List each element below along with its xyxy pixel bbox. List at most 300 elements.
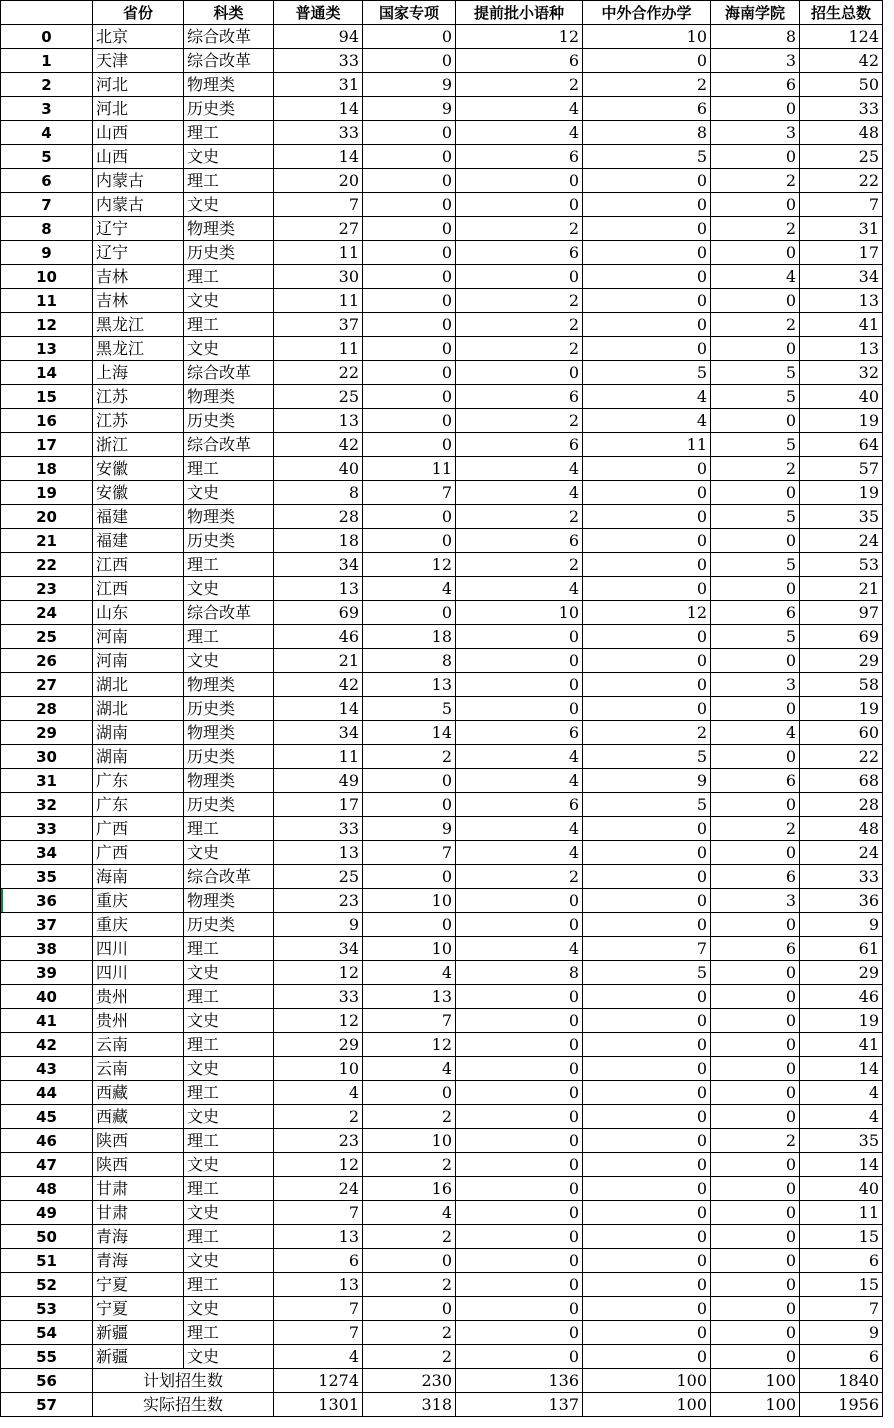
national-special-cell: 230 (363, 1369, 456, 1393)
hainan-college-cell: 4 (711, 265, 800, 289)
joint-program-cell: 4 (583, 409, 711, 433)
early-language-cell: 4 (456, 481, 583, 505)
national-special-cell: 0 (363, 769, 456, 793)
regular-cell: 25 (274, 865, 363, 889)
joint-program-cell: 0 (583, 481, 711, 505)
total-cell: 9 (800, 1321, 883, 1345)
hainan-college-cell: 0 (711, 1081, 800, 1105)
category-cell: 历史类 (184, 409, 274, 433)
total-cell: 4 (800, 1105, 883, 1129)
table-row (1, 1105, 883, 1129)
total-cell: 15 (800, 1273, 883, 1297)
row-index: 41 (1, 1009, 93, 1033)
regular-cell: 14 (274, 145, 363, 169)
province-cell: 贵州 (93, 985, 184, 1009)
regular-cell: 18 (274, 529, 363, 553)
national-special-cell: 4 (363, 961, 456, 985)
national-special-cell: 2 (363, 1225, 456, 1249)
total-cell: 1840 (800, 1369, 883, 1393)
joint-program-cell: 8 (583, 121, 711, 145)
national-special-cell: 0 (363, 169, 456, 193)
row-index: 37 (1, 913, 93, 937)
regular-cell: 42 (274, 673, 363, 697)
row-index: 2 (1, 73, 93, 97)
early-language-cell: 0 (456, 1249, 583, 1273)
category-cell: 理工 (184, 265, 274, 289)
row-index: 16 (1, 409, 93, 433)
table-row (1, 1249, 883, 1273)
row-index: 33 (1, 817, 93, 841)
category-cell: 文史 (184, 1105, 274, 1129)
province-cell: 广东 (93, 769, 184, 793)
early-language-cell: 12 (456, 25, 583, 49)
national-special-cell: 0 (363, 601, 456, 625)
hainan-college-cell: 0 (711, 1057, 800, 1081)
total-cell: 33 (800, 865, 883, 889)
row-index: 54 (1, 1321, 93, 1345)
province-cell: 内蒙古 (93, 193, 184, 217)
national-special-cell: 9 (363, 73, 456, 97)
province-cell: 四川 (93, 937, 184, 961)
regular-cell: 13 (274, 841, 363, 865)
row-index: 30 (1, 745, 93, 769)
hainan-college-cell: 0 (711, 145, 800, 169)
table-row (1, 73, 883, 97)
province-cell: 云南 (93, 1057, 184, 1081)
table-row (1, 985, 883, 1009)
province-cell: 福建 (93, 529, 184, 553)
total-cell: 4 (800, 1081, 883, 1105)
regular-cell: 34 (274, 553, 363, 577)
row-index: 20 (1, 505, 93, 529)
hainan-college-cell: 8 (711, 25, 800, 49)
national-special-cell: 0 (363, 337, 456, 361)
early-language-cell: 10 (456, 601, 583, 625)
total-cell: 48 (800, 121, 883, 145)
total-cell: 14 (800, 1057, 883, 1081)
row-index: 5 (1, 145, 93, 169)
province-cell: 西藏 (93, 1105, 184, 1129)
national-special-cell: 2 (363, 1345, 456, 1369)
row-index: 29 (1, 721, 93, 745)
hainan-college-cell: 0 (711, 649, 800, 673)
early-language-cell: 0 (456, 1129, 583, 1153)
total-cell: 57 (800, 457, 883, 481)
total-cell: 34 (800, 265, 883, 289)
hainan-college-cell: 2 (711, 457, 800, 481)
early-language-cell: 2 (456, 553, 583, 577)
hainan-college-cell: 0 (711, 289, 800, 313)
early-language-cell: 6 (456, 529, 583, 553)
category-cell: 文史 (184, 1153, 274, 1177)
table-row (1, 769, 883, 793)
province-cell: 四川 (93, 961, 184, 985)
regular-cell: 23 (274, 1129, 363, 1153)
row-index: 32 (1, 793, 93, 817)
early-language-cell: 0 (456, 913, 583, 937)
total-cell: 21 (800, 577, 883, 601)
hainan-college-cell: 0 (711, 961, 800, 985)
table-row (1, 217, 883, 241)
hainan-college-cell: 0 (711, 1297, 800, 1321)
early-language-cell: 4 (456, 769, 583, 793)
category-cell: 文史 (184, 145, 274, 169)
row-index: 36 (1, 889, 93, 913)
national-special-cell: 10 (363, 889, 456, 913)
hainan-college-cell: 0 (711, 337, 800, 361)
national-special-cell: 0 (363, 1297, 456, 1321)
province-cell: 江西 (93, 553, 184, 577)
total-cell: 40 (800, 1177, 883, 1201)
summary-label: 计划招生数 (93, 1369, 274, 1393)
total-cell: 124 (800, 25, 883, 49)
national-special-cell: 0 (363, 505, 456, 529)
row-index: 4 (1, 121, 93, 145)
early-language-cell: 6 (456, 241, 583, 265)
joint-program-cell: 0 (583, 817, 711, 841)
province-cell: 江西 (93, 577, 184, 601)
total-cell: 53 (800, 553, 883, 577)
total-cell: 41 (800, 313, 883, 337)
row-index: 14 (1, 361, 93, 385)
national-special-cell: 14 (363, 721, 456, 745)
row-index: 38 (1, 937, 93, 961)
early-language-cell: 0 (456, 1177, 583, 1201)
table-row (1, 1297, 883, 1321)
total-cell: 14 (800, 1153, 883, 1177)
joint-program-cell: 0 (583, 865, 711, 889)
early-language-cell: 2 (456, 865, 583, 889)
row-index: 48 (1, 1177, 93, 1201)
total-cell: 31 (800, 217, 883, 241)
regular-cell: 29 (274, 1033, 363, 1057)
province-cell: 湖北 (93, 673, 184, 697)
early-language-cell: 0 (456, 1321, 583, 1345)
joint-program-cell: 0 (583, 1153, 711, 1177)
total-cell: 22 (800, 745, 883, 769)
hainan-college-cell: 6 (711, 73, 800, 97)
national-special-cell: 0 (363, 409, 456, 433)
total-cell: 68 (800, 769, 883, 793)
category-cell: 物理类 (184, 385, 274, 409)
early-language-cell: 136 (456, 1369, 583, 1393)
category-cell: 理工 (184, 1273, 274, 1297)
table-row (1, 961, 883, 985)
joint-program-cell: 5 (583, 145, 711, 169)
early-language-cell: 0 (456, 625, 583, 649)
national-special-cell: 0 (363, 361, 456, 385)
national-special-cell: 0 (363, 49, 456, 73)
category-cell: 物理类 (184, 673, 274, 697)
hainan-college-cell: 6 (711, 769, 800, 793)
national-special-cell: 0 (363, 241, 456, 265)
province-cell: 上海 (93, 361, 184, 385)
hainan-college-cell: 5 (711, 433, 800, 457)
row-index: 26 (1, 649, 93, 673)
early-language-cell: 0 (456, 1009, 583, 1033)
province-cell: 安徽 (93, 457, 184, 481)
row-index: 24 (1, 601, 93, 625)
row-index: 49 (1, 1201, 93, 1225)
total-cell: 46 (800, 985, 883, 1009)
province-cell: 山西 (93, 121, 184, 145)
total-cell: 28 (800, 793, 883, 817)
province-cell: 甘肃 (93, 1177, 184, 1201)
national-special-header: 国家专项 (363, 1, 456, 25)
joint-program-cell: 0 (583, 1321, 711, 1345)
province-cell: 辽宁 (93, 217, 184, 241)
table-row (1, 121, 883, 145)
early-language-cell: 4 (456, 457, 583, 481)
category-cell: 理工 (184, 1129, 274, 1153)
province-cell: 广东 (93, 793, 184, 817)
joint-program-cell: 0 (583, 649, 711, 673)
hainan-college-cell: 0 (711, 985, 800, 1009)
table-row (1, 289, 883, 313)
national-special-cell: 9 (363, 817, 456, 841)
total-cell: 50 (800, 73, 883, 97)
table-row (1, 601, 883, 625)
national-special-cell: 12 (363, 1033, 456, 1057)
early-language-cell: 0 (456, 169, 583, 193)
category-cell: 文史 (184, 1057, 274, 1081)
category-cell: 物理类 (184, 769, 274, 793)
province-cell: 山西 (93, 145, 184, 169)
table-row (1, 1129, 883, 1153)
table-row (1, 385, 883, 409)
total-cell: 69 (800, 625, 883, 649)
row-index: 35 (1, 865, 93, 889)
row-index: 12 (1, 313, 93, 337)
category-cell: 历史类 (184, 793, 274, 817)
early-language-cell: 6 (456, 433, 583, 457)
category-cell: 理工 (184, 457, 274, 481)
early-language-cell: 2 (456, 409, 583, 433)
hainan-college-cell: 0 (711, 97, 800, 121)
early-language-cell: 2 (456, 73, 583, 97)
early-language-cell: 4 (456, 817, 583, 841)
table-row (1, 817, 883, 841)
row-index: 57 (1, 1393, 93, 1417)
table-row (1, 1273, 883, 1297)
hainan-college-cell: 0 (711, 1153, 800, 1177)
early-language-cell: 4 (456, 121, 583, 145)
province-cell: 湖北 (93, 697, 184, 721)
national-special-cell: 0 (363, 385, 456, 409)
table-row (1, 313, 883, 337)
joint-program-cell: 5 (583, 961, 711, 985)
row-index: 55 (1, 1345, 93, 1369)
hainan-college-cell: 2 (711, 217, 800, 241)
hainan-college-cell: 0 (711, 913, 800, 937)
national-special-cell: 318 (363, 1393, 456, 1417)
regular-cell: 37 (274, 313, 363, 337)
category-cell: 理工 (184, 1033, 274, 1057)
total-cell: 97 (800, 601, 883, 625)
regular-cell: 12 (274, 1009, 363, 1033)
summary-label: 实际招生数 (93, 1393, 274, 1417)
joint-program-cell: 9 (583, 769, 711, 793)
category-cell: 物理类 (184, 505, 274, 529)
joint-program-cell: 100 (583, 1369, 711, 1393)
hainan-college-header: 海南学院 (711, 1, 800, 25)
row-index: 51 (1, 1249, 93, 1273)
early-language-cell: 6 (456, 793, 583, 817)
regular-cell: 33 (274, 817, 363, 841)
table-row (1, 865, 883, 889)
hainan-college-cell: 4 (711, 721, 800, 745)
row-index: 0 (1, 25, 93, 49)
table-row (1, 169, 883, 193)
early-language-cell: 0 (456, 1345, 583, 1369)
regular-cell: 34 (274, 721, 363, 745)
total-cell: 19 (800, 481, 883, 505)
joint-program-cell: 0 (583, 529, 711, 553)
category-cell: 综合改革 (184, 25, 274, 49)
table-row (1, 721, 883, 745)
regular-cell: 14 (274, 97, 363, 121)
row-index: 34 (1, 841, 93, 865)
national-special-cell: 13 (363, 985, 456, 1009)
joint-program-cell: 0 (583, 1057, 711, 1081)
regular-cell: 17 (274, 793, 363, 817)
regular-cell: 7 (274, 1321, 363, 1345)
province-cell: 贵州 (93, 1009, 184, 1033)
regular-cell: 6 (274, 1249, 363, 1273)
row-index: 40 (1, 985, 93, 1009)
row-index: 22 (1, 553, 93, 577)
regular-cell: 22 (274, 361, 363, 385)
early-language-cell: 0 (456, 1057, 583, 1081)
category-cell: 理工 (184, 1177, 274, 1201)
row-index: 44 (1, 1081, 93, 1105)
regular-cell: 49 (274, 769, 363, 793)
joint-program-cell: 0 (583, 697, 711, 721)
hainan-college-cell: 0 (711, 1009, 800, 1033)
hainan-college-cell: 0 (711, 1345, 800, 1369)
province-cell: 浙江 (93, 433, 184, 457)
province-cell: 湖南 (93, 721, 184, 745)
national-special-cell: 0 (363, 1249, 456, 1273)
regular-cell: 10 (274, 1057, 363, 1081)
regular-header: 普通类 (274, 1, 363, 25)
total-cell: 29 (800, 961, 883, 985)
category-cell: 文史 (184, 289, 274, 313)
province-cell: 云南 (93, 1033, 184, 1057)
row-index: 6 (1, 169, 93, 193)
joint-program-cell: 0 (583, 1081, 711, 1105)
category-cell: 理工 (184, 169, 274, 193)
total-cell: 42 (800, 49, 883, 73)
early-language-cell: 0 (456, 1153, 583, 1177)
table-row (1, 841, 883, 865)
total-cell: 40 (800, 385, 883, 409)
total-cell: 24 (800, 529, 883, 553)
early-language-cell: 2 (456, 313, 583, 337)
joint-program-cell: 12 (583, 601, 711, 625)
category-cell: 理工 (184, 937, 274, 961)
joint-program-cell: 0 (583, 553, 711, 577)
row-index: 53 (1, 1297, 93, 1321)
regular-cell: 11 (274, 241, 363, 265)
hainan-college-cell: 5 (711, 385, 800, 409)
regular-cell: 1274 (274, 1369, 363, 1393)
table-row (1, 1033, 883, 1057)
hainan-college-cell: 0 (711, 1321, 800, 1345)
table-row (1, 913, 883, 937)
category-cell: 文史 (184, 337, 274, 361)
joint-program-cell: 0 (583, 169, 711, 193)
national-special-cell: 0 (363, 25, 456, 49)
hainan-college-cell: 0 (711, 1273, 800, 1297)
regular-cell: 9 (274, 913, 363, 937)
early-language-cell: 4 (456, 841, 583, 865)
category-cell: 综合改革 (184, 865, 274, 889)
row-index: 45 (1, 1105, 93, 1129)
national-special-cell: 2 (363, 1105, 456, 1129)
total-cell: 17 (800, 241, 883, 265)
joint-program-cell: 10 (583, 25, 711, 49)
regular-cell: 20 (274, 169, 363, 193)
national-special-cell: 10 (363, 937, 456, 961)
regular-cell: 11 (274, 745, 363, 769)
national-special-cell: 7 (363, 481, 456, 505)
early-language-header: 提前批小语种 (456, 1, 583, 25)
table-row (1, 337, 883, 361)
total-cell: 6 (800, 1249, 883, 1273)
joint-program-cell: 2 (583, 73, 711, 97)
hainan-college-cell: 3 (711, 49, 800, 73)
table-row (1, 433, 883, 457)
table-row (1, 1081, 883, 1105)
row-index: 21 (1, 529, 93, 553)
province-cell: 青海 (93, 1225, 184, 1249)
total-cell: 58 (800, 673, 883, 697)
joint-program-cell: 6 (583, 97, 711, 121)
row-index: 23 (1, 577, 93, 601)
regular-cell: 4 (274, 1081, 363, 1105)
regular-cell: 2 (274, 1105, 363, 1129)
header-row (1, 1, 883, 25)
province-cell: 湖南 (93, 745, 184, 769)
category-cell: 文史 (184, 481, 274, 505)
category-cell: 文史 (184, 961, 274, 985)
joint-program-cell: 0 (583, 1297, 711, 1321)
table-row (1, 937, 883, 961)
early-language-cell: 6 (456, 145, 583, 169)
regular-cell: 13 (274, 1273, 363, 1297)
early-language-cell: 0 (456, 361, 583, 385)
regular-cell: 13 (274, 409, 363, 433)
province-cell: 河北 (93, 97, 184, 121)
category-cell: 文史 (184, 1009, 274, 1033)
regular-cell: 33 (274, 121, 363, 145)
table-row (1, 241, 883, 265)
total-cell: 22 (800, 169, 883, 193)
category-cell: 文史 (184, 649, 274, 673)
table-row (1, 193, 883, 217)
hainan-college-cell: 0 (711, 745, 800, 769)
early-language-cell: 6 (456, 721, 583, 745)
early-language-cell: 0 (456, 1105, 583, 1129)
regular-cell: 12 (274, 1153, 363, 1177)
total-cell: 19 (800, 1009, 883, 1033)
row-index: 10 (1, 265, 93, 289)
total-cell: 19 (800, 409, 883, 433)
category-cell: 历史类 (184, 529, 274, 553)
province-cell: 河南 (93, 649, 184, 673)
joint-program-cell: 0 (583, 841, 711, 865)
